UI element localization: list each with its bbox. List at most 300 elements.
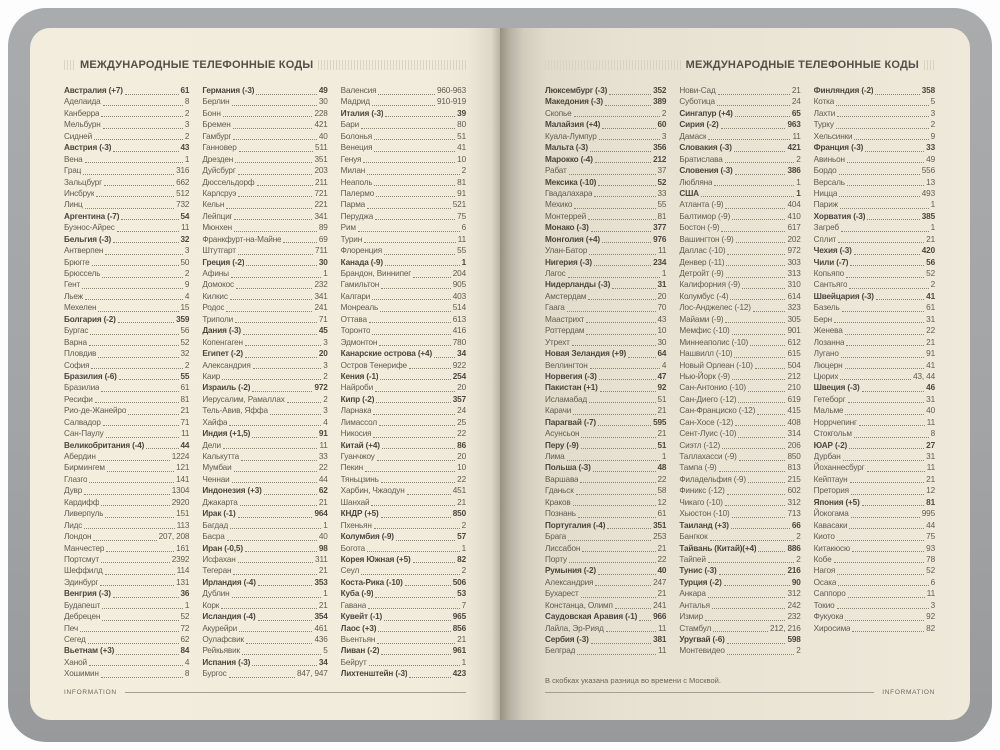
country-row: [64, 314, 189, 325]
dotted-leader: [222, 371, 321, 381]
entry-code: 619: [787, 394, 801, 404]
dotted-leader: [258, 577, 313, 587]
city-row: [341, 302, 466, 313]
entry-code: 34: [457, 349, 466, 359]
dotted-leader: [245, 543, 317, 553]
entry-name: Варшава: [545, 474, 579, 484]
dotted-leader: [103, 119, 183, 129]
entry-name: Тайпей: [679, 554, 706, 564]
left-page-footer: [64, 689, 466, 696]
entry-name: Антверпен: [64, 246, 104, 256]
dotted-leader: [287, 394, 322, 404]
entry-code: 203: [314, 166, 328, 176]
city-row: [64, 325, 189, 336]
dotted-leader: [722, 440, 785, 450]
country-row: [341, 394, 466, 405]
entry-name: Бостон (-9): [679, 223, 720, 233]
entry-code: 89: [318, 223, 328, 233]
dotted-leader: [85, 154, 183, 164]
dotted-leader: [375, 588, 455, 598]
entry-code: 75: [457, 211, 466, 221]
entry-code: 11: [792, 131, 801, 141]
entry-name: Торонто: [340, 326, 371, 336]
entry-name: Бордо: [813, 166, 837, 176]
city-row: [202, 337, 327, 348]
dotted-leader: [615, 600, 651, 610]
dotted-leader: [731, 520, 790, 530]
entry-code: 341: [314, 211, 328, 221]
entry-name: Никосия: [340, 429, 372, 439]
country-row: [64, 234, 189, 245]
entry-name: Лугано: [813, 349, 839, 359]
dotted-leader: [104, 177, 174, 187]
city-row: [545, 394, 666, 405]
entry-name: Сирия (-2): [679, 120, 719, 130]
entry-name: Сеул: [340, 566, 360, 576]
dotted-leader: [586, 314, 655, 324]
entry-name: Акурейри: [202, 623, 238, 633]
entry-name: Париж: [813, 200, 838, 210]
dotted-leader: [727, 634, 786, 644]
entry-name: Саппоро: [813, 589, 846, 599]
dotted-leader: [374, 131, 455, 141]
entry-name: Шеффилд: [64, 566, 103, 576]
entry-name: Норрчепинг: [813, 417, 857, 427]
entry-code: 2: [184, 269, 190, 278]
city-row: [814, 554, 935, 565]
entry-name: Копьяпо: [813, 269, 845, 278]
city-row: [341, 634, 466, 645]
country-row: [679, 565, 800, 576]
entry-code: 98: [318, 543, 328, 553]
dotted-leader: [95, 394, 179, 404]
entry-name: Глазго: [64, 474, 88, 484]
dotted-leader: [577, 645, 656, 655]
dotted-leader: [245, 348, 317, 358]
dotted-leader: [862, 382, 925, 392]
country-row: [202, 257, 327, 268]
entry-name: Дебрецен: [64, 612, 101, 622]
city-row: [64, 165, 189, 176]
entry-name: Исламабад: [545, 394, 587, 404]
entry-code: 71: [318, 314, 328, 324]
entry-code: 56: [926, 257, 935, 267]
entry-name: Румыния (-2): [545, 566, 596, 576]
entry-code: 90: [791, 577, 801, 587]
country-row: [341, 508, 466, 519]
entry-name: Куба (-9): [340, 589, 374, 599]
city-row: [341, 451, 466, 462]
entry-name: Рейкьявик: [202, 646, 240, 656]
dotted-leader: [589, 394, 656, 404]
dotted-leader: [84, 485, 170, 495]
entry-code: 80: [457, 120, 466, 130]
entry-name: Асунсьон: [545, 429, 580, 439]
city-row: [341, 177, 466, 188]
city-row: [814, 154, 935, 165]
city-row: [341, 428, 466, 439]
dotted-leader: [846, 337, 924, 347]
entry-name: Портсмут: [64, 554, 99, 564]
city-row: [64, 474, 189, 485]
dotted-leader: [567, 451, 660, 461]
country-row: [202, 382, 327, 393]
entry-code: 66: [791, 520, 801, 530]
country-row: [341, 668, 466, 679]
entry-code: 1: [184, 154, 190, 164]
entry-code: 3: [323, 337, 328, 347]
dotted-leader: [594, 257, 651, 267]
entry-code: 21: [926, 474, 935, 484]
entry-name: Кельн: [202, 200, 225, 210]
dotted-leader: [227, 531, 317, 541]
country-row: [64, 85, 189, 96]
entry-name: Валенсия: [340, 86, 377, 95]
city-row: [202, 668, 327, 679]
entry-name: Словакия (-3): [679, 143, 732, 153]
entry-code: 21: [318, 600, 328, 610]
dotted-leader: [252, 428, 317, 438]
dotted-leader: [850, 474, 925, 484]
entry-code: 91: [457, 188, 466, 198]
city-row: [679, 623, 800, 634]
entry-name: Бирмингем: [64, 463, 105, 473]
city-row: [341, 96, 466, 107]
entry-name: Хорватия (-3): [813, 211, 866, 221]
dotted-leader: [258, 611, 313, 621]
entry-code: 11: [319, 440, 328, 450]
entry-name: Мехелен: [64, 303, 97, 313]
dotted-leader: [834, 554, 925, 564]
entry-name: Лейпциг: [202, 211, 233, 221]
dotted-leader: [567, 302, 656, 312]
entry-name: Чикаго (-10): [679, 497, 723, 507]
entry-name: Неаполь: [340, 177, 373, 187]
dotted-leader: [590, 142, 651, 152]
dotted-leader: [867, 211, 919, 221]
entry-code: 33: [318, 452, 328, 461]
entry-code: 1: [661, 452, 667, 461]
country-row: [202, 325, 327, 336]
city-row: [341, 497, 466, 508]
dotted-leader: [98, 451, 170, 461]
entry-name: Нидерланды (-3): [545, 280, 611, 290]
entry-name: Швеция (-3): [813, 383, 860, 393]
entry-code: 423: [452, 669, 466, 679]
entry-name: Берлин: [202, 97, 230, 107]
entry-name: Фукуока: [813, 612, 844, 622]
country-row: [814, 497, 935, 508]
entry-code: 44: [926, 520, 935, 530]
dotted-leader: [719, 565, 786, 575]
city-row: [814, 222, 935, 233]
country-row: [814, 85, 935, 96]
entry-name: Лихтенштейн (-3): [340, 669, 408, 679]
dotted-leader: [84, 520, 175, 530]
dotted-leader: [253, 360, 322, 370]
entry-name: Пакистан (+1): [545, 383, 598, 393]
entry-code: 141: [176, 474, 190, 484]
entry-code: 61: [926, 303, 935, 313]
entry-name: Копенгаген: [202, 337, 243, 347]
dotted-leader: [238, 245, 313, 255]
entry-code: 8: [184, 669, 190, 679]
dotted-leader: [836, 119, 929, 129]
entry-code: 50: [180, 257, 190, 267]
dotted-leader: [598, 417, 651, 427]
entry-code: 30: [657, 337, 667, 347]
country-row: [679, 577, 800, 588]
dotted-leader: [710, 531, 795, 541]
city-row: [679, 96, 800, 107]
entry-code: 82: [457, 554, 466, 564]
dotted-leader: [385, 108, 455, 118]
dotted-leader: [845, 405, 924, 415]
dotted-leader: [374, 177, 455, 187]
entry-name: Сантьяго: [813, 280, 848, 290]
dotted-leader: [599, 371, 656, 381]
city-row: [814, 577, 935, 588]
dotted-leader: [721, 222, 785, 232]
dotted-leader: [876, 291, 924, 301]
header-rule-long: [545, 60, 681, 70]
entry-name: Бургос: [202, 669, 227, 679]
country-row: [64, 645, 189, 656]
entry-code: 52: [926, 566, 935, 576]
dotted-leader: [574, 108, 660, 118]
city-row: [202, 394, 327, 405]
city-row: [341, 142, 466, 153]
dotted-leader: [867, 462, 925, 472]
city-row: [341, 222, 466, 233]
entry-name: Харбин, Чжаодун: [340, 486, 405, 496]
entry-code: 1: [796, 177, 801, 187]
entry-code: 44: [318, 474, 328, 484]
dotted-leader: [838, 234, 924, 244]
city-row: [341, 211, 466, 222]
entry-code: 1: [323, 269, 328, 278]
dotted-leader: [849, 279, 928, 289]
dotted-leader: [85, 291, 183, 301]
dotted-leader: [105, 508, 174, 518]
entry-name: Турку: [813, 120, 834, 130]
entry-code: 2: [796, 154, 801, 164]
entry-code: 420: [921, 246, 935, 256]
city-row: [202, 234, 327, 245]
country-row: [341, 371, 466, 382]
entry-name: Анталья: [679, 600, 710, 610]
entry-code: 10: [457, 463, 466, 473]
entry-name: Братислава: [679, 154, 723, 164]
city-row: [679, 85, 800, 96]
entry-code: 4: [661, 360, 667, 370]
entry-name: Парма: [340, 200, 366, 210]
dotted-leader: [875, 85, 919, 95]
entry-code: 58: [657, 486, 667, 496]
entry-name: Словения (-3): [679, 166, 733, 176]
dotted-leader: [851, 485, 924, 495]
left-page: [30, 28, 500, 720]
entry-code: 31: [926, 314, 935, 324]
codes-column: [64, 85, 189, 680]
entry-code: 1: [461, 543, 466, 553]
dotted-leader: [714, 177, 794, 187]
city-row: [814, 268, 935, 279]
dotted-leader: [121, 211, 178, 221]
entry-code: 54: [180, 211, 190, 221]
entry-name: Багдад: [202, 520, 229, 530]
country-row: [545, 154, 666, 165]
entry-name: Нагоя: [813, 566, 836, 576]
entry-code: 40: [926, 406, 935, 416]
entry-code: 40: [657, 566, 667, 576]
city-row: [341, 565, 466, 576]
entry-name: Бразилия (-6): [64, 371, 117, 381]
entry-name: Польша (-3): [545, 463, 591, 473]
entry-name: Манчестер: [64, 543, 105, 553]
entry-code: 20: [318, 349, 328, 359]
country-row: [341, 257, 466, 268]
time-difference-note: В скобках указана разница во времени с Москвой.: [545, 676, 721, 685]
dotted-leader: [726, 268, 786, 278]
entry-code: 10: [457, 154, 466, 164]
entry-code: 1: [184, 600, 190, 610]
entry-name: Стокгольм: [813, 429, 852, 439]
entry-code: 60: [657, 120, 667, 130]
entry-name: Александрия: [202, 360, 251, 370]
dotted-leader: [582, 543, 655, 553]
country-row: [202, 485, 327, 496]
dotted-leader: [612, 279, 655, 289]
entry-name: Пловдив: [64, 349, 97, 359]
dotted-leader: [396, 531, 455, 541]
country-row: [679, 543, 800, 554]
entry-code: 52: [180, 612, 190, 622]
entry-code: 207, 208: [158, 532, 190, 542]
entry-name: Корк: [202, 600, 220, 610]
dotted-leader: [125, 85, 179, 95]
entry-code: 12: [926, 486, 935, 496]
city-row: [545, 497, 666, 508]
city-row: [814, 474, 935, 485]
entry-name: Даллас (-10): [679, 246, 726, 256]
country-row: [814, 142, 935, 153]
dotted-leader: [409, 668, 450, 678]
country-row: [545, 348, 666, 359]
entry-name: Финляндия (-2): [813, 86, 874, 95]
city-row: [545, 302, 666, 313]
entry-name: Суботица: [679, 97, 715, 107]
dotted-leader: [88, 634, 179, 644]
entry-name: Тель-Авив, Яффа: [202, 406, 268, 416]
city-row: [545, 325, 666, 336]
page-title: МЕЖДУНАРОДНЫЕ ТЕЛЕФОННЫЕ КОДЫ: [80, 58, 314, 71]
entry-code: 613: [452, 314, 466, 324]
city-row: [202, 245, 327, 256]
city-row: [202, 314, 327, 325]
country-row: [341, 440, 466, 451]
entry-code: 3: [661, 131, 667, 141]
dotted-leader: [85, 199, 175, 209]
dotted-leader: [376, 394, 450, 404]
entry-name: Оттава: [340, 314, 367, 324]
city-row: [545, 245, 666, 256]
entry-name: Лайла, Эр-Рияд: [545, 623, 604, 633]
city-row: [545, 543, 666, 554]
entry-name: Ченнаи: [202, 474, 230, 484]
city-row: [202, 451, 327, 462]
dotted-leader: [377, 451, 455, 461]
city-row: [814, 520, 935, 531]
entry-code: 1: [930, 223, 935, 233]
entry-name: Бонн: [202, 108, 221, 118]
entry-name: Колумбия (-9): [340, 532, 394, 542]
entry-name: Малайзия (+4): [545, 120, 601, 130]
codes-column: [341, 85, 466, 680]
entry-name: Монтевидео: [679, 646, 725, 656]
entry-name: Анкара: [679, 589, 706, 599]
entry-code: 43: [180, 143, 190, 153]
entry-name: Сан-Паулу: [64, 429, 104, 439]
city-row: [341, 382, 466, 393]
page-spread: [30, 28, 970, 720]
dotted-leader: [748, 382, 785, 392]
country-row: [545, 85, 666, 96]
dotted-leader: [607, 520, 651, 530]
entry-name: Бухарест: [545, 589, 579, 599]
city-row: [545, 623, 666, 634]
city-row: [679, 234, 800, 245]
entry-code: 52: [180, 337, 190, 347]
entry-name: Претория: [813, 486, 849, 496]
entry-name: Ларнака: [340, 406, 372, 416]
entry-name: Гамильтон: [340, 280, 380, 290]
entry-code: 11: [926, 589, 935, 599]
country-row: [545, 177, 666, 188]
dotted-leader: [719, 462, 786, 472]
header-rule-short: [924, 60, 935, 70]
city-row: [64, 245, 189, 256]
dotted-leader: [851, 508, 920, 518]
dotted-leader: [229, 668, 295, 678]
dotted-leader: [368, 600, 459, 610]
city-row: [341, 462, 466, 473]
city-row: [679, 245, 800, 256]
entry-name: Таиланд (+3): [679, 520, 729, 530]
dotted-leader: [837, 565, 924, 575]
entry-code: 972: [787, 246, 801, 256]
entry-name: Нови-Сад: [679, 86, 716, 95]
country-row: [64, 371, 189, 382]
entry-name: Ресифи: [64, 394, 93, 404]
entry-code: 81: [657, 211, 667, 221]
entry-name: Гент: [64, 280, 81, 290]
entry-code: 161: [176, 543, 190, 553]
entry-code: 1: [323, 520, 328, 530]
entry-code: 4: [184, 657, 190, 667]
dotted-leader: [569, 165, 656, 175]
entry-name: Веллингтон: [545, 360, 588, 370]
dotted-leader: [252, 657, 317, 667]
entry-name: КНДР (+5): [340, 509, 379, 519]
city-row: [202, 199, 327, 210]
dotted-leader: [568, 531, 651, 541]
entry-code: 61: [180, 383, 190, 393]
city-row: [202, 417, 327, 428]
dotted-leader: [233, 565, 316, 575]
entry-name: Лозанна: [813, 337, 845, 347]
entry-name: Дания (-3): [202, 326, 241, 336]
